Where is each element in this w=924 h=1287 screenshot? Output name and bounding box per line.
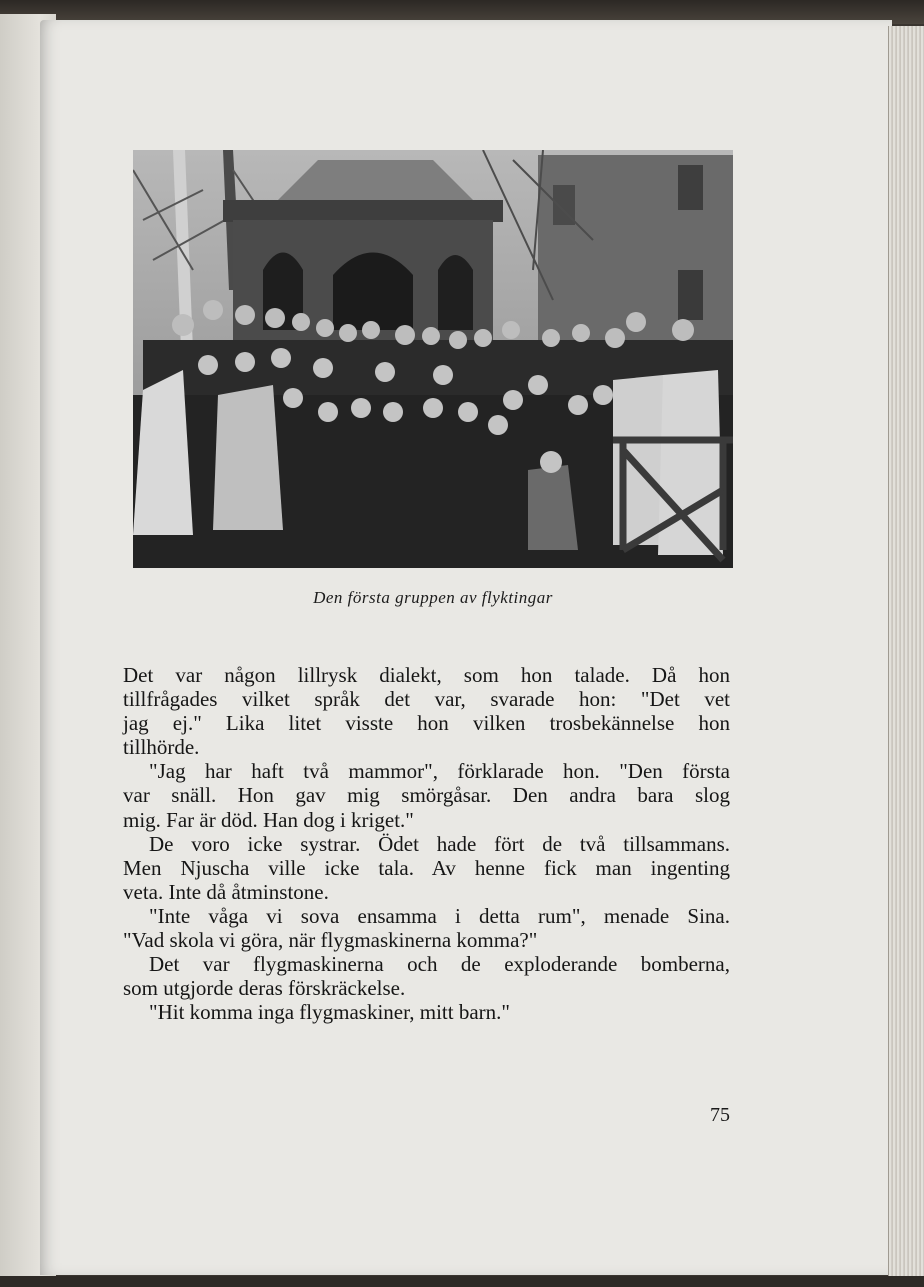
gazebo-arch (333, 253, 413, 331)
text-line: "Jag har haft två mammor", förklarade hon. "Den första (149, 759, 730, 784)
group-photo-illustration (133, 150, 733, 568)
body-text (123, 663, 730, 1024)
building-window (678, 270, 703, 320)
text-line: mig. Far är död. Han dog i kriget." (123, 807, 414, 832)
building-window (678, 165, 703, 210)
page-number: 75 (710, 1104, 730, 1126)
text-line: Det var någon lillrysk dialekt, som hon talade. Då hon (123, 663, 730, 687)
text-line: tillhörde. (123, 735, 200, 760)
text-line: "Vad skola vi göra, när flygmaskinerna komma?" (123, 928, 538, 953)
text-line: som utgjorde deras förskräckelse. (123, 976, 406, 1001)
group-photo (133, 150, 733, 568)
book-bottom-edge (0, 1276, 924, 1287)
text-line: var snäll. Hon gav mig smörgåsar. Den andra bara slog (123, 783, 730, 808)
page-stack-edge (888, 26, 924, 1278)
gazebo-eave (223, 200, 503, 222)
text-line: "Hit komma inga flygmaskiner, mitt barn." (149, 1000, 510, 1025)
text-line: Det var flygmaskinerna och de exploderande bomberna, (149, 952, 730, 977)
text-line: jag ej." Lika litet visste hon vilken trosbekännelse hon (123, 711, 730, 736)
child-coat-light (213, 385, 283, 530)
text-line: Men Njuscha ville icke tala. Av henne fick man ingenting (123, 855, 730, 880)
photo-caption: Den första gruppen av flyktingar (313, 588, 553, 607)
text-line: veta. Inte då åtminstone. (123, 879, 329, 904)
text-line: De voro icke systrar. Ödet hade fört de två tillsammans. (149, 831, 730, 856)
gazebo-arch (438, 255, 473, 330)
text-line: tillfrågades vilket språk det var, svarade hon: "Det vet (123, 687, 730, 712)
text-line: "Inte våga vi sova ensamma i detta rum", menade Sina. (149, 903, 730, 928)
